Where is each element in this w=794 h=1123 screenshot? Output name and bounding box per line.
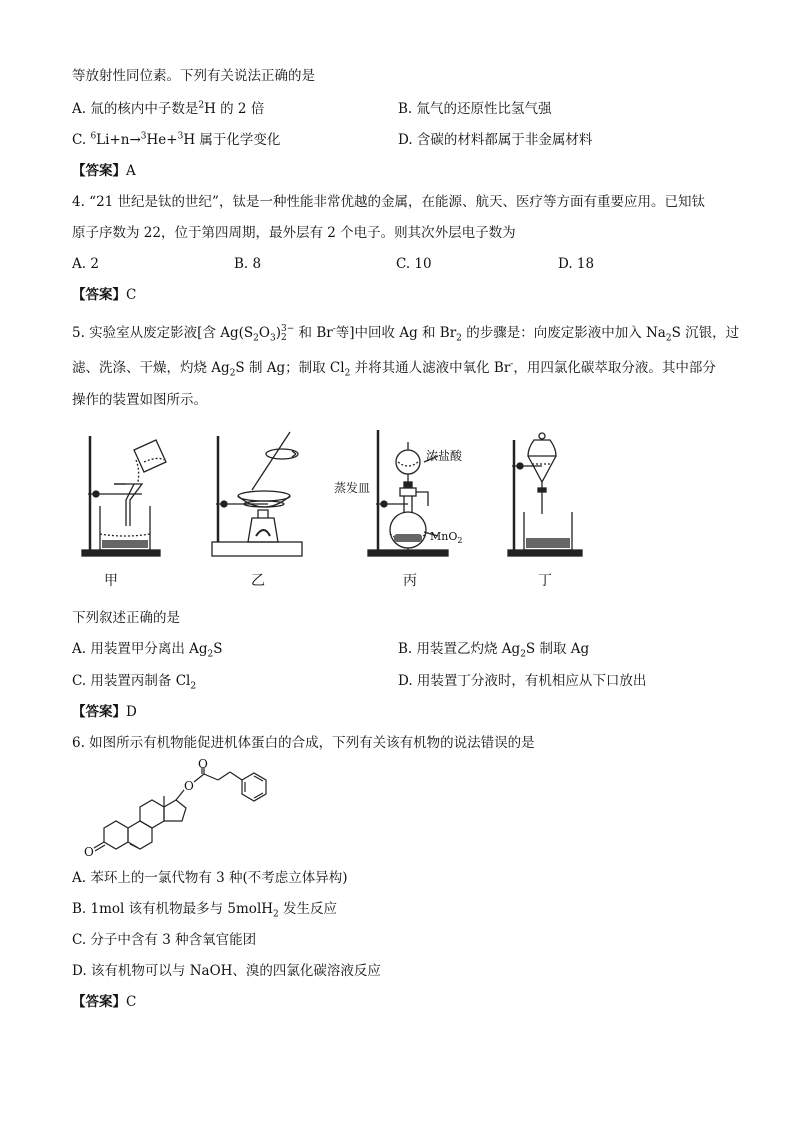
q3-option-d: D. 含碳的材料都属于非金属材料 bbox=[398, 132, 593, 148]
apparatus-ding bbox=[508, 433, 582, 556]
ketone-oxygen: O bbox=[84, 845, 94, 859]
conc-hcl-label: 浓盐酸 bbox=[426, 449, 463, 463]
steroid-structure bbox=[84, 758, 274, 863]
q3-option-a: A. 氚的核内中子数是$^2$H 的 2 倍 bbox=[72, 100, 265, 117]
q5-option-c: C. 用装置丙制备 $Cl_2$ bbox=[72, 673, 197, 692]
q6-option-d: D. 该有机物可以与 NaOH、溴的四氯化碳溶液反应 bbox=[72, 963, 381, 979]
figure-label-yi: 乙 bbox=[251, 573, 265, 589]
apparatus-jia bbox=[82, 436, 166, 556]
q6-answer: 【答案】C bbox=[72, 994, 137, 1010]
apparatus-yi bbox=[212, 432, 302, 556]
figure-label-jia: 甲 bbox=[104, 573, 118, 589]
q4-option-c: C. 10 bbox=[396, 256, 432, 272]
q4-option-a: A. 2 bbox=[72, 256, 99, 272]
q5-option-b: B. 用装置乙灼烧 $Ag_2S$ 制取 Ag bbox=[398, 641, 590, 660]
q3-answer: 【答案】A bbox=[72, 163, 136, 179]
q6-option-c: C. 分子中含有 3 种含氧官能团 bbox=[72, 932, 257, 948]
mno2-label: MnO$_2$ bbox=[430, 530, 463, 545]
figure-label-bing: 丙 bbox=[403, 573, 417, 589]
q5-stem-line2: 滤、洗涤、干燥，灼烧 $Ag_2S$ 制 Ag；制取 $Cl_2$ 并将其通人滤液中氧化 Br-，用四氯化碳萃取分液。其中部分 bbox=[72, 359, 716, 379]
q5-answer: 【答案】D bbox=[72, 704, 137, 720]
q5-option-d: D. 用装置丁分液时，有机相应从下口放出 bbox=[398, 673, 647, 689]
q3-option-b: B. 氚气的还原性比氢气强 bbox=[398, 101, 552, 117]
q4-answer: 【答案】C bbox=[72, 287, 137, 303]
q5-stem-line3: 操作的装置如图所示。 bbox=[72, 392, 207, 408]
q4-stem-line1: 4. “21 世纪是钛的世纪”，钛是一种性能非常优越的金属，在能源、航天、医疗等方面有重要应用。已知钛 bbox=[72, 194, 705, 210]
figure-label-ding: 丁 bbox=[538, 573, 552, 589]
q6-option-b: B. 1mol 该有机物最多与 5molH$_2$ 发生反应 bbox=[72, 901, 338, 920]
apparatus-figures bbox=[78, 426, 598, 566]
q3-stem-tail: 等放射性同位素。下列有关说法正确的是 bbox=[72, 68, 315, 84]
q4-stem-line2: 原子序数为 22，位于第四周期，最外层有 2 个电子。则其次外层电子数为 bbox=[72, 225, 516, 241]
ester-oxygen: O bbox=[184, 779, 194, 793]
evaporating-dish-label: 蒸发皿 bbox=[334, 481, 371, 495]
q3-option-c: C. $^6$Li+n→$^3$He+$^3$H 属于化学变化 bbox=[72, 131, 281, 148]
q4-option-b: B. 8 bbox=[234, 256, 262, 272]
q5-option-a: A. 用装置甲分离出 $Ag_2S$ bbox=[72, 641, 223, 660]
carbonyl-oxygen: O bbox=[198, 758, 208, 771]
q6-option-a: A. 苯环上的一氯代物有 3 种(不考虑立体异构) bbox=[72, 870, 348, 886]
q5-question: 下列叙述正确的是 bbox=[72, 610, 180, 626]
q5-stem-line1: 5. 实验室从废定影液[含 $Ag(S_2O_3)$ 3− 2 和 Br-等]中回收 Ag 和 $Br_2$ 的步骤是：向废定影液中加入 $Na_2S$ 沉银，过 bbox=[72, 323, 740, 344]
q6-stem: 6. 如图所示有机物能促进机体蛋白的合成，下列有关该有机物的说法错误的是 bbox=[72, 735, 535, 751]
q4-option-d: D. 18 bbox=[558, 256, 595, 272]
